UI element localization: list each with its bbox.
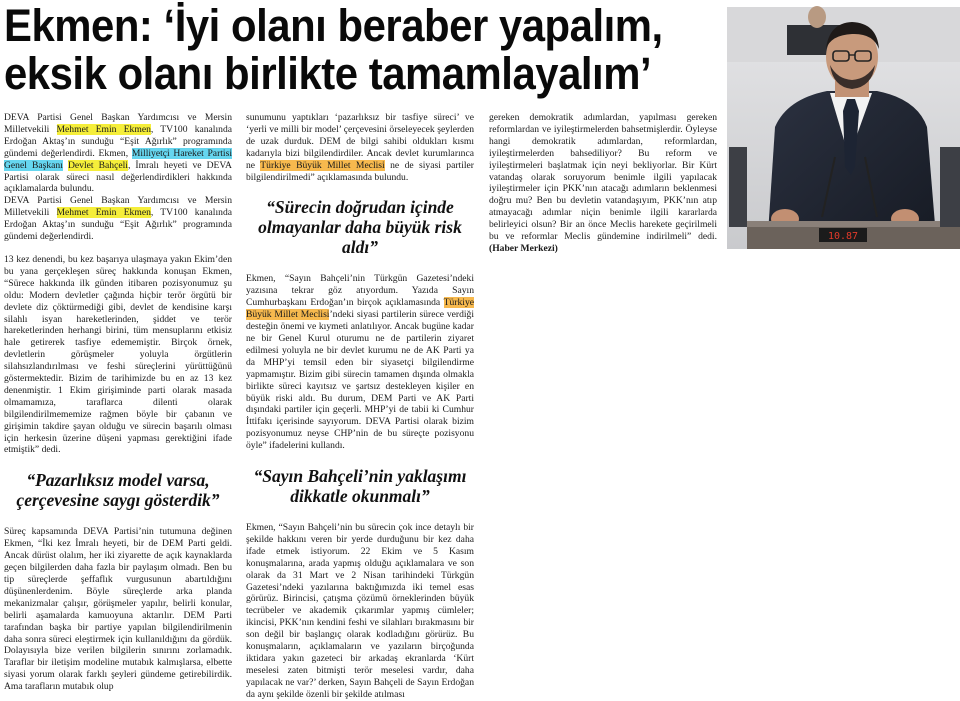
paragraph: Ekmen, “Sayın Bahçeli’nin Türkgün Gazetesi’ndeki yazısına tekrar göz atıyordum. Yazıda Sayın Cumhurbaşkanı Erdoğan’ın birçok açıklamasında Türkiye Büyük Millet Meclisi’ndeki siyasi partilerin sürece verdiği desteğin önemi ve kıymeti anlatılıyor. Ancak bugüne kadar ne bir Genel Kurul oturumu ne de partilerin ziyaret edilmesi yoluyla ne bir devlet kurumu ne de AK Parti ya da MHP’yi temsil eden bir siyasetçi bilgilendirme yapmamıştır. Bizim gibi sürecin tamamen dışında olmakla birlikte süreci kayıtsız ve şartsız destekleyen kişiler en büyük riski aldı. Bu durum, DEM Parti ve AK Parti dışındaki partiler için geçerli. MHP’yi de tabii ki Cumhur İttifakı içerisinde sayıyorum. DEVA Partisi olarak bizim pozisyonumuz neyse CHP’nin de bu süreçte pozisyonu öyle” ifadelerini kullandı. bbox=[246, 273, 474, 452]
byline: (Haber Merkezi) bbox=[489, 242, 558, 254]
headline-line-1: Ekmen: ‘İyi olanı beraber yapalım, bbox=[4, 0, 663, 51]
headline bbox=[4, 2, 672, 98]
pull-quote: “Pazarlıksız model varsa, çerçevesine saygı gösterdik” bbox=[16, 470, 220, 511]
highlight-bahceli: Devlet Bahçeli bbox=[67, 159, 128, 171]
pull-quote: “Sürecin doğrudan içinde olmayanlar daha büyük risk aldı” bbox=[258, 197, 462, 258]
headline-line-2: eksik olanı birlikte tamamlayalım’ bbox=[4, 48, 652, 99]
article-column-1 bbox=[4, 112, 232, 693]
paragraph: sunumunu yaptıkları ‘pazarlıksız bir tasfiye süreci’ ve ‘yerli ve milli bir model’ çerçevesini örseleyecek şeylerden de uzak durduk. DEM de bilgi sahibi oldukları kısmı kadarıyla bizi bilgilendirdiler. Ancak devlet kurumlarınca ne Türkiye Büyük Millet Meclisi ne de siyasi partiler bilgilendirilmedi” açıklamasında bulundu. bbox=[246, 112, 474, 183]
highlight-name: Mehmet Emin Ekmen bbox=[56, 207, 151, 219]
podium-timer: 10.87 bbox=[827, 231, 859, 242]
highlight-tbmm: Türkiye Büyük Millet Meclisi bbox=[260, 159, 385, 171]
paragraph: Ekmen, “Sayın Bahçeli’nin bu sürecin çok ince detaylı bir şekilde hakkını veren bir yerde durduğunu bir kez daha ifade etmek istiyorum. 22 Ekim ve 5 Kasım konuşmalarına, arada yapmış olduğu açıklamalara ve son olarak da 31 Mart ve 2 Nisan tarihindeki Türkgün Gazetesi’ndeki yazılarına baktığımızda iki temel esas görürüz. Birincisi, çatışma çözümü örneklerinden büyük tecrübeler ve akademik çıkarımlar yapmış cümleler; ikincisi, PKK’nın kendini feshi ve silahları bırakmasını bir son değil bir başlangıç olarak kodladığını görürüz. Bu konuşmaların, açıklamaların ve yazıların birçoğunda iktidara yakın gazeteci bir arkadaş ekranlarda ‘Kürt meselesi zaten bitmişti terör meselesi vardır, daha yapılacak ne var?’ derken, Sayın Bahçeli de Sayın Erdoğan da aynı şekilde özenli bir şekilde atılması bbox=[246, 522, 474, 700]
paragraph: DEVA Partisi Genel Başkan Yardımcısı ve Mersin Milletvekili Mehmet Emin Ekmen, TV100 kanalında Erdoğan Aktaş’ın sunduğu “Eşit Ağırlık” programında gündemi değerlendirdi. Ekmen, Milliyetçi Hareket Partisi Genel Başkanı Devlet Bahçeli, İmralı heyeti ve DEVA Partisi olarak süreci nasıl değerlendirdikleri hakkında açıklamalarda bulundu. bbox=[4, 112, 232, 195]
pull-quote: “Sayın Bahçeli’nin yaklaşımı dikkatle okunmalı” bbox=[253, 466, 467, 507]
paragraph: DEVA Partisi Genel Başkan Yardımcısı ve Mersin Milletvekili Mehmet Emin Ekmen, TV100 kanalında Erdoğan Aktaş’ın sunduğu “Eşit Ağırlık” programında gündemi değerlendirdi. bbox=[4, 195, 232, 243]
portrait-photo bbox=[727, 7, 960, 249]
paragraph: 13 kez denendi, bu kez başarıya ulaşmaya yakın Ekim’den bu yana gerçekleşen süreç hakkında konuşan Ekmen, “Sürece hakkında ilk günden itibaren pozisyonumuz şu oldu: Modern devletler çağında hiçbir terör örgütü bir devlete diz çöktürmediği gibi, devlet de kendisine karşı silahlı isyan hareketlerinden, şiddet ve terör hareketlerinden herhangi birini, tüm mensuplarını etkisiz hale getirerek tasfiye edememiştir. Birçok örnek, devletlerin görüşmeler yoluyla örgütlerin silahsızlandırılması ve feshi süreçlerini yürüttüğünü göstermektedir. Bizim de tarihimizde bu en az 13 kez denenmiştir. 1 Ekim girişiminde parti olarak masada olmamamıza, taraflarca dilenti olarak bilgilendirilmememize rağmen böyle bir çabanın ve girişimin takdire şayan olduğu ve sürecin başarılı olması için herkesin üzerine düşeni yapması gerektiğini ifade etmiştik” dedi. bbox=[4, 253, 232, 456]
article-column-3 bbox=[489, 112, 717, 254]
speaker-illustration bbox=[727, 7, 960, 249]
paragraph: Süreç kapsamında DEVA Partisi’nin tutumuna değinen Ekmen, “İki kez İmralı heyeti, bir de DEM Parti geldi. Ancak dürüst olalım, her iki ziyarette de açık kaynaklarda geçen bilgilerden daha fazla bir paylaşım olmadı. Ben bu tip süreçlerde şeffaflık vurgusunun abartıldığını düşünenlerdenim. Böyle süreçlerde arka planda mekanizmalar çalışır, görüşmeler yapılır, belirli konular, belirli aşamalarda kamuoyuna aktarılır. DEM Parti tarafından başka bir partiye yapılan bilgilendirilmenin daha sonra süreci eleştirmek için kullanıldığını da gördük. Dolayısıyla bize verilen bilgilerin sınırını zorlamadık. Taraflar bir iletişim modeline mutabık kalmışlarsa, elbette siyasi yorum olarak farklı şeyleri gündeme getirebilirdik. Ama tarafların mutabık olup bbox=[4, 526, 232, 693]
highlight-party: Milliyetçi Hareket Partisi Genel Başkanı bbox=[4, 147, 232, 171]
paragraph: gereken demokratik adımlardan, yapılması gereken reformlardan ve iyileştirmelerden bahsetmişlerdir. Öyleyse hangi demokratik adımlardan, reformlardan, iyileştirmelerden bahsediliyor? Bu reform ve iyileştirmeleri başlatmak için neyi bekliyorlar. Bir Kürt vatandaş olarak soruyorum benimle ilgili yapılacak iyileştirmeler için PKK’nın atacağı adımların beklenmesi doğru mu? Ben bu devletin vatandaşıyım, PKK’nın atıp atmayacağı adımlar niçin benimle ilgili kararlarda belirleyici olsun? Bir an önce Meclis harekete geçirilmeli bu ve reformlar Meclis gündemine indirilmeli” dedi. (Haber Merkezi) bbox=[489, 112, 717, 254]
highlight-name: Mehmet Emin Ekmen bbox=[56, 123, 151, 135]
article-column-2 bbox=[246, 112, 474, 700]
highlight-tbmm: Türkiye Büyük Millet Meclisi bbox=[246, 297, 474, 321]
